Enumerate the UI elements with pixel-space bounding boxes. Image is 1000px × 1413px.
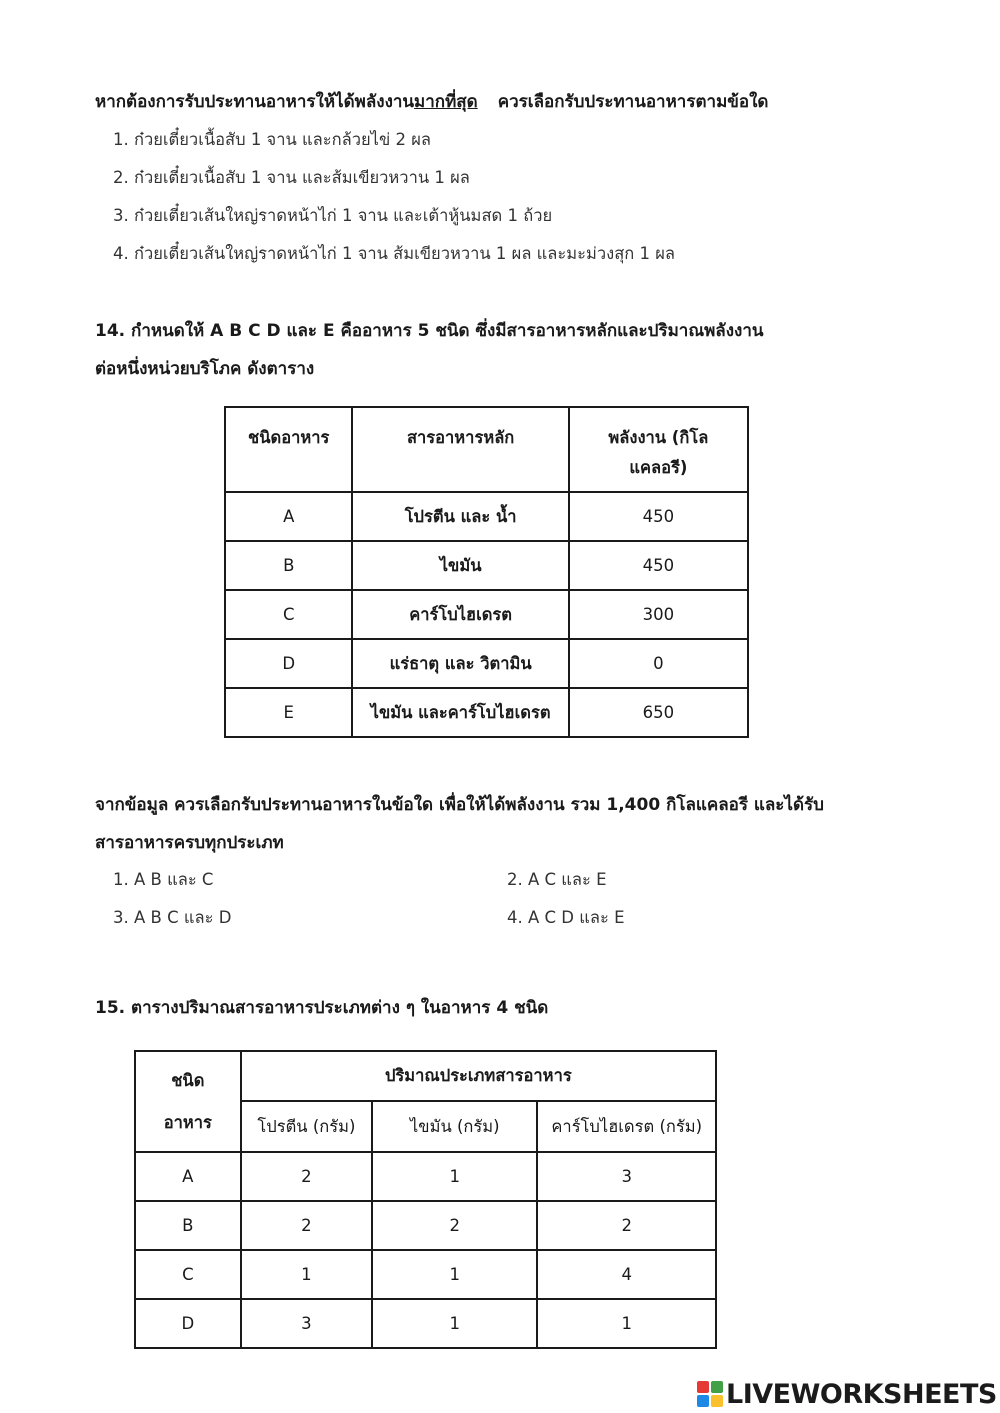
logo-mark-icon xyxy=(697,1381,723,1407)
q14-cell-food: C xyxy=(225,590,352,639)
table-row xyxy=(225,590,748,639)
q14-question-line2: สารอาหารครบทุกประเภท xyxy=(95,833,284,853)
q15-cell-fat: 2 xyxy=(372,1201,537,1250)
q15-cell-food: D xyxy=(135,1299,241,1348)
q14-cell-nutrient: คาร์โบไฮเดรต xyxy=(352,590,568,639)
q14-option-1[interactable]: 1. A B และ C xyxy=(113,870,214,889)
q15-cell-carbohydrate: 1 xyxy=(537,1299,716,1348)
q14-option-3[interactable]: 3. A B C และ D xyxy=(113,908,232,927)
q14-header-energy xyxy=(569,407,748,492)
q14-cell-food: E xyxy=(225,688,352,737)
q14-cell-energy: 450 xyxy=(569,492,748,541)
q15-cell-fat: 1 xyxy=(372,1250,537,1299)
q14-cell-food: A xyxy=(225,492,352,541)
q15-cell-protein: 1 xyxy=(241,1250,373,1299)
q13-stem-emphasis: มากที่สุด xyxy=(414,92,478,112)
q14-cell-energy: 450 xyxy=(569,541,748,590)
q15-cell-protein: 2 xyxy=(241,1201,373,1250)
q14-stem-line2: ต่อหนึ่งหน่วยบริโภค ดังตาราง xyxy=(95,359,315,379)
q14-header-main-nutrient: สารอาหารหลัก xyxy=(352,407,568,492)
logo-mark-square xyxy=(697,1395,709,1407)
q15-header-protein: โปรตีน (กรัม) xyxy=(241,1101,373,1152)
table-row xyxy=(225,639,748,688)
q15-cell-carbohydrate: 2 xyxy=(537,1201,716,1250)
q14-cell-food: D xyxy=(225,639,352,688)
q15-stem: 15. ตารางปริมาณสารอาหารประเภทต่าง ๆ ในอาหาร 4 ชนิด xyxy=(95,998,549,1018)
table-row xyxy=(225,688,748,737)
q14-option-2[interactable]: 2. A C และ E xyxy=(507,870,607,889)
q14-header-food-type: ชนิดอาหาร xyxy=(225,407,352,492)
q13-option-1[interactable]: 1. ก๋วยเตี๋ยวเนื้อสับ 1 จาน และกล้วยไข่ 2 ผล xyxy=(113,130,432,149)
table-row xyxy=(135,1250,716,1299)
q15-cell-food: A xyxy=(135,1152,241,1201)
q13-option-2[interactable]: 2. ก๋วยเตี๋ยวเนื้อสับ 1 จาน และส้มเขียวหวาน 1 ผล xyxy=(113,168,470,187)
q14-cell-nutrient: ไขมัน และคาร์โบไฮเดรต xyxy=(352,688,568,737)
table-row xyxy=(225,492,748,541)
q15-header-food-line1: ชนิด xyxy=(171,1070,205,1090)
q14-cell-food: B xyxy=(225,541,352,590)
q15-cell-carbohydrate: 3 xyxy=(537,1152,716,1201)
q15-nutrient-table xyxy=(134,1050,717,1349)
q13-stem xyxy=(95,88,768,115)
q15-header-fat: ไขมัน (กรัม) xyxy=(372,1101,537,1152)
liveworksheets-logo[interactable] xyxy=(697,1378,997,1410)
q15-cell-protein: 3 xyxy=(241,1299,373,1348)
logo-mark-square xyxy=(697,1381,709,1393)
q15-cell-food: B xyxy=(135,1201,241,1250)
q14-cell-energy: 300 xyxy=(569,590,748,639)
q14-cell-nutrient: โปรตีน และ น้ำ xyxy=(352,492,568,541)
q14-cell-nutrient: ไขมัน xyxy=(352,541,568,590)
q15-header-food-type xyxy=(135,1051,241,1152)
logo-text: LIVEWORKSHEETS xyxy=(726,1378,997,1410)
table-row xyxy=(135,1201,716,1250)
table-row xyxy=(135,1152,716,1201)
q14-question-line1: จากข้อมูล ควรเลือกรับประทานอาหารในข้อใด เพื่อให้ได้พลังงาน รวม 1,400 กิโลแคลอรี และได้รับ xyxy=(95,795,824,815)
q14-header-energy-line1: พลังงาน (กิโล xyxy=(608,428,709,447)
q15-table-header-row-1 xyxy=(135,1051,716,1101)
q13-stem-prefix: หากต้องการรับประทานอาหารให้ได้พลังงาน xyxy=(95,92,415,112)
q14-energy-table xyxy=(224,406,749,738)
q14-cell-energy: 0 xyxy=(569,639,748,688)
q14-table-header-row xyxy=(225,407,748,492)
q14-cell-energy: 650 xyxy=(569,688,748,737)
table-row xyxy=(135,1299,716,1348)
q13-option-3[interactable]: 3. ก๋วยเตี๋ยวเส้นใหญ่ราดหน้าไก่ 1 จาน และเต้าหู้นมสด 1 ถ้วย xyxy=(113,206,553,225)
table-row xyxy=(225,541,748,590)
logo-mark-square xyxy=(711,1381,723,1393)
q13-stem-suffix: ควรเลือกรับประทานอาหารตามข้อใด xyxy=(497,92,769,112)
q15-cell-food: C xyxy=(135,1250,241,1299)
q15-cell-protein: 2 xyxy=(241,1152,373,1201)
logo-mark-square xyxy=(711,1395,723,1407)
q14-header-energy-line2: แคลอรี) xyxy=(629,458,688,477)
q15-header-nutrient-amount: ปริมาณประเภทสารอาหาร xyxy=(241,1051,716,1101)
q15-header-food-line2: อาหาร xyxy=(163,1112,212,1132)
q15-cell-carbohydrate: 4 xyxy=(537,1250,716,1299)
q15-header-carbohydrate: คาร์โบไฮเดรต (กรัม) xyxy=(537,1101,716,1152)
q14-option-4[interactable]: 4. A C D และ E xyxy=(507,908,625,927)
q13-option-4[interactable]: 4. ก๋วยเตี๋ยวเส้นใหญ่ราดหน้าไก่ 1 จาน ส้มเขียวหวาน 1 ผล และมะม่วงสุก 1 ผล xyxy=(113,244,676,263)
q14-cell-nutrient: แร่ธาตุ และ วิตามิน xyxy=(352,639,568,688)
q14-stem-line1: 14. กำหนดให้ A B C D และ E คืออาหาร 5 ชนิด ซึ่งมีสารอาหารหลักและปริมาณพลังงาน xyxy=(95,321,764,341)
q15-cell-fat: 1 xyxy=(372,1299,537,1348)
q15-cell-fat: 1 xyxy=(372,1152,537,1201)
